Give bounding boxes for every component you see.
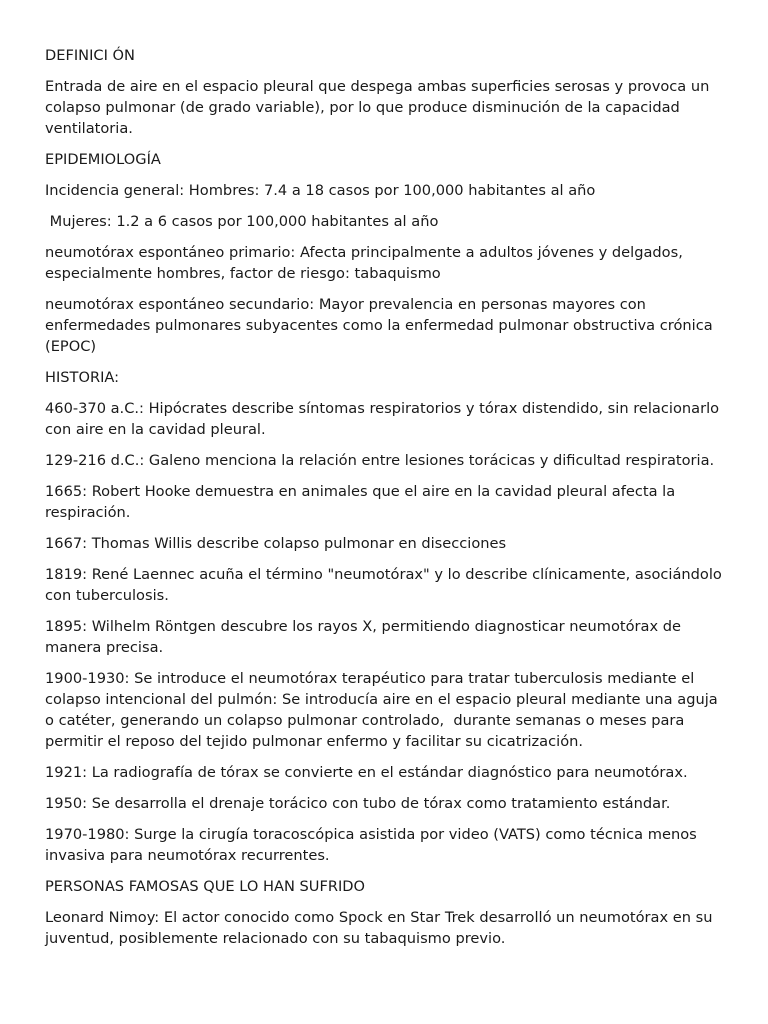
historia-item: 1950: Se desarrolla el drenaje torácico con tubo de tórax como tratamiento estándar. — [45, 795, 671, 812]
neumotorax-primario: neumotórax espontáneo primario: Afecta principalmente a adultos jóvenes y delgados, especialmente hombres, factor de riesgo: tabaquismo — [45, 244, 688, 282]
incidencia-mujeres: Mujeres: 1.2 a 6 casos por 100,000 habitantes al año — [45, 213, 439, 230]
historia-item: 1921: La radiografía de tórax se convierte en el estándar diagnóstico para neumotórax. — [45, 764, 688, 781]
document-page — [45, 45, 730, 959]
historia-item: 1665: Robert Hooke demuestra en animales que el aire en la cavidad pleural afecta la respiración. — [45, 483, 680, 521]
historia-item: 460-370 a.C.: Hipócrates describe síntomas respiratorios y tórax distendido, sin relacionarlo con aire en la cavidad pleural. — [45, 400, 724, 438]
heading-historia: HISTORIA: — [45, 369, 120, 386]
heading-definicion: DEFINICI ÓN — [45, 47, 135, 64]
historia-item: 1900-1930: Se introduce el neumotórax terapéutico para tratar tuberculosis mediante el colapso intencional del pulmón: Se introducía aire en el espacio pleural mediante una aguja o catéter, generando un colapso pulmonar controlado, durante semanas o meses para permitir el reposo del tejido pulmonar enfermo y facilitar su cicatrización. — [45, 670, 723, 750]
historia-item: 1895: Wilhelm Röntgen descubre los rayos X, permitiendo diagnosticar neumotórax de manera precisa. — [45, 618, 686, 656]
famoso-item: Leonard Nimoy: El actor conocido como Spock en Star Trek desarrolló un neumotórax en su juventud, posiblemente relacionado con su tabaquismo previo. — [45, 909, 718, 947]
historia-item: 129-216 d.C.: Galeno menciona la relación entre lesiones torácicas y dificultad respiratoria. — [45, 452, 715, 469]
incidencia-hombres: Incidencia general: Hombres: 7.4 a 18 casos por 100,000 habitantes al año — [45, 182, 596, 199]
historia-item: 1667: Thomas Willis describe colapso pulmonar en disecciones — [45, 535, 507, 552]
heading-epidemiologia: EPIDEMIOLOGÍA — [45, 151, 161, 168]
neumotorax-secundario: neumotórax espontáneo secundario: Mayor prevalencia en personas mayores con enfermedades pulmonares subyacentes como la enfermedad pulmonar obstructiva crónica (EPOC) — [45, 296, 718, 355]
heading-personas-famosas: PERSONAS FAMOSAS QUE LO HAN SUFRIDO — [45, 878, 366, 895]
definicion-paragraph: Entrada de aire en el espacio pleural que despega ambas superficies serosas y provoca un colapso pulmonar (de grado variable), por lo que produce disminución de la capacidad ventilatoria. — [45, 78, 715, 137]
historia-item: 1970-1980: Surge la cirugía toracoscópica asistida por video (VATS) como técnica menos invasiva para neumotórax recurrentes. — [45, 826, 702, 864]
historia-item: 1819: René Laennec acuña el término "neumotórax" y lo describe clínicamente, asociándolo con tuberculosis. — [45, 566, 727, 604]
